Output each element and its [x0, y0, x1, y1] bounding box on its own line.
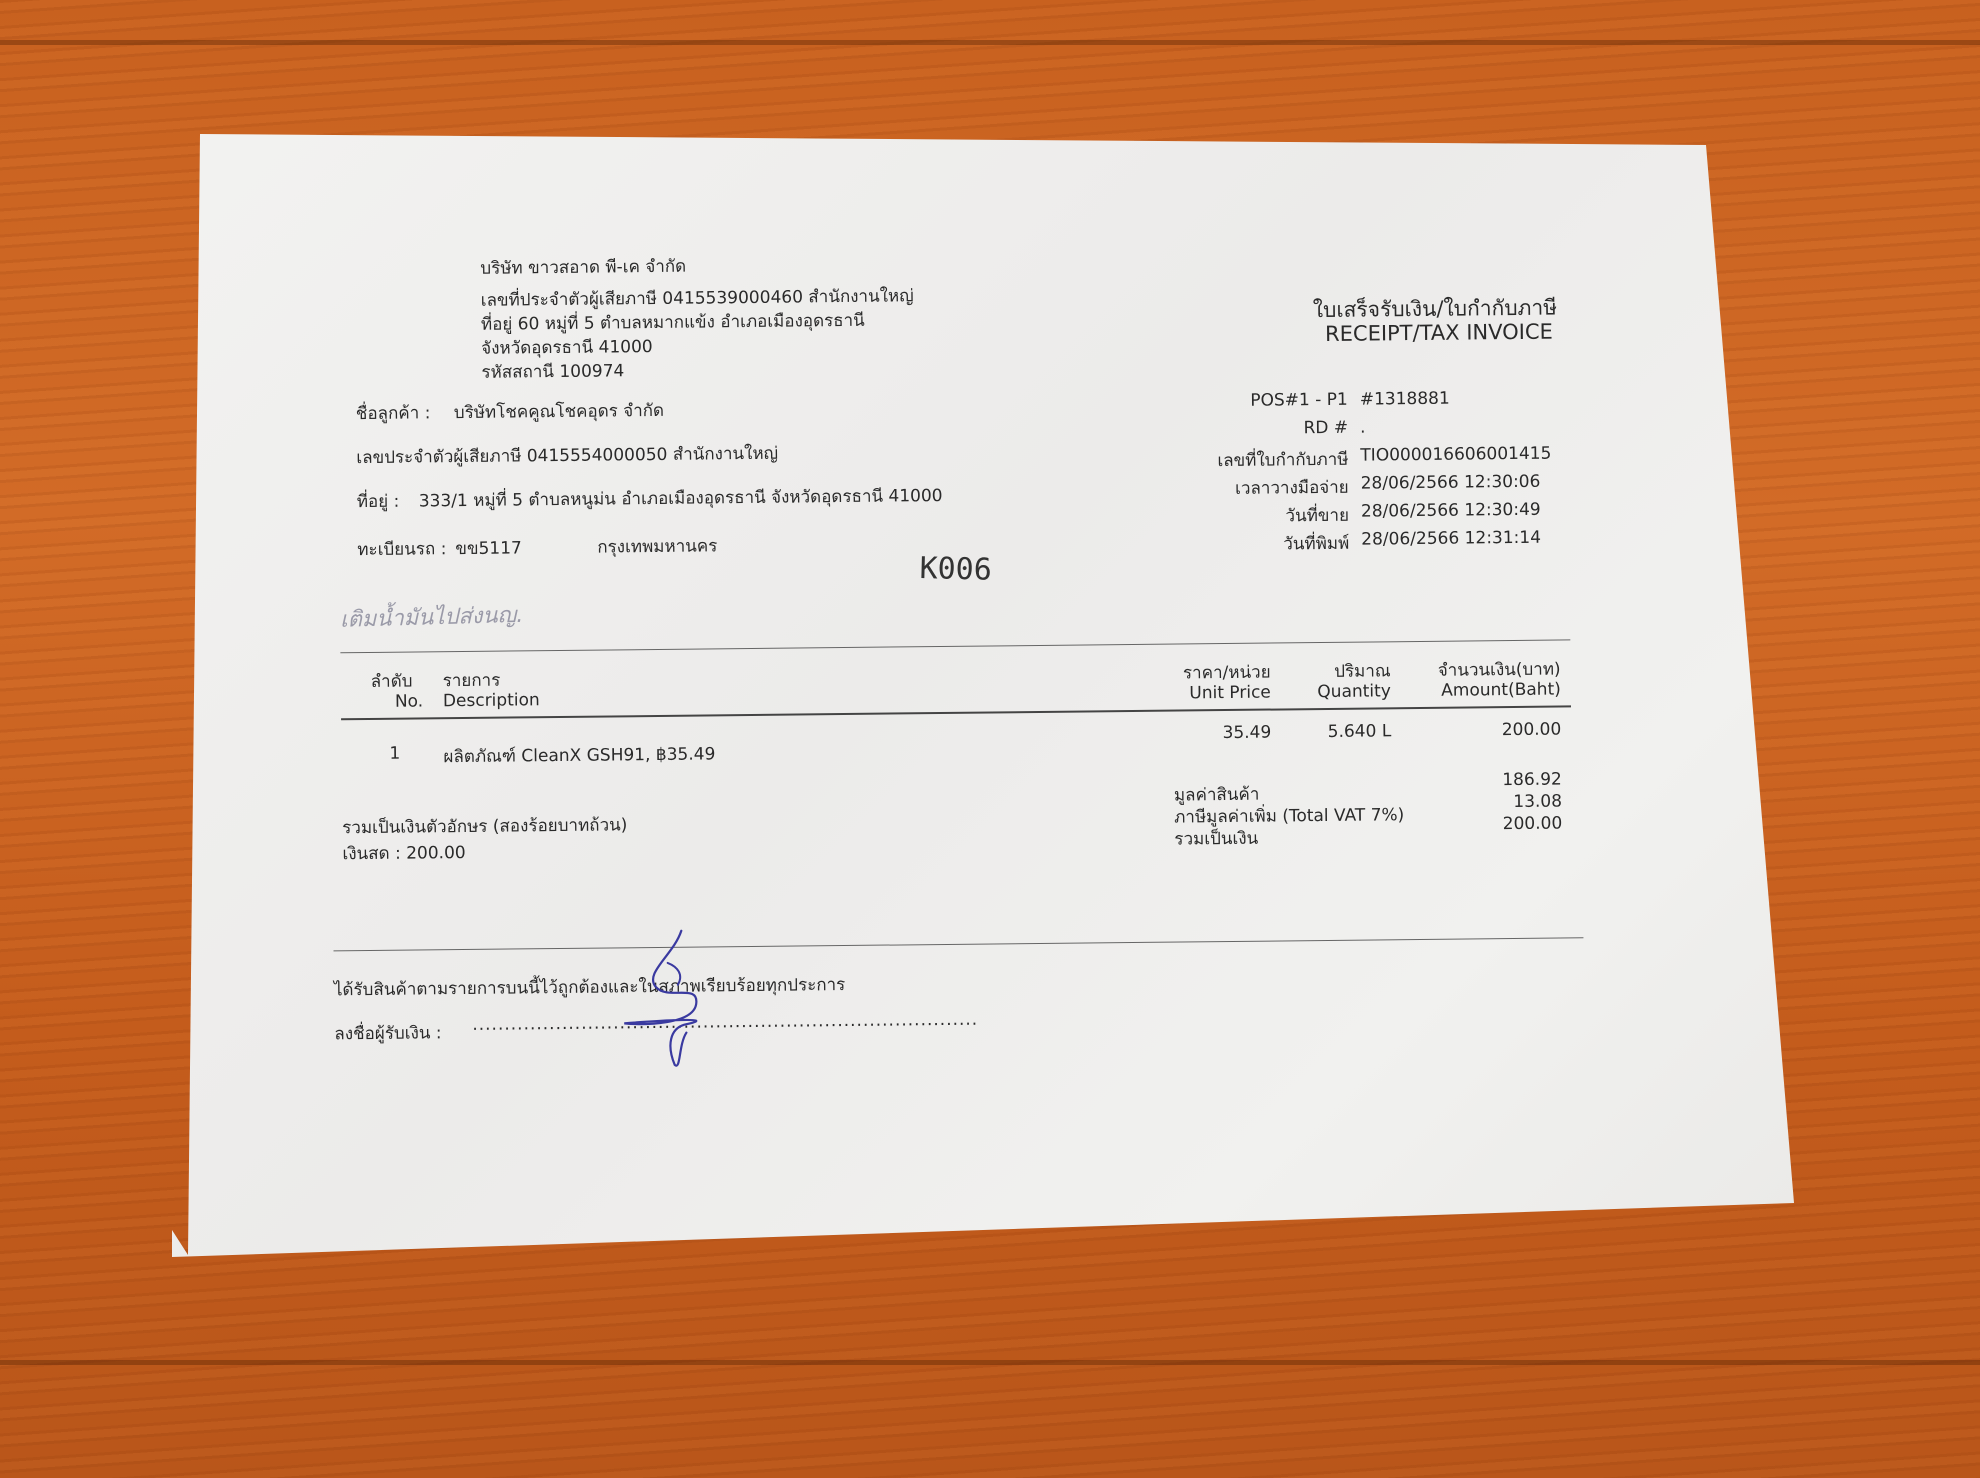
- customer-address-label: ที่อยู่ :: [356, 491, 400, 513]
- header-no-th: ลำดับ: [370, 671, 413, 692]
- nozzle-time-value: 28/06/2566 12:30:06: [1360, 471, 1541, 494]
- sale-date-label: วันที่ขาย: [1285, 505, 1350, 527]
- header-price-en: Unit Price: [1189, 682, 1271, 704]
- subtotal-value: 186.92: [1502, 769, 1562, 791]
- wood-seam: [0, 40, 1980, 45]
- total-value: 200.00: [1502, 813, 1563, 835]
- wood-seam: [0, 1360, 1980, 1365]
- customer-taxid: เลขประจำตัวผู้เสียภาษี 0415554000050 สำนักงานใหญ่: [356, 443, 779, 469]
- rd-label: RD #: [1303, 417, 1349, 439]
- sale-date-value: 28/06/2566 12:30:49: [1360, 499, 1541, 522]
- header-amount-en: Amount(Baht): [1441, 679, 1561, 701]
- customer-address: 333/1 หมู่ที่ 5 ตำบลหนูม่น อำเภอเมืองอุดรธานี จังหวัดอุดรธานี 41000: [418, 485, 943, 512]
- header-no-en: No.: [394, 691, 424, 712]
- row-amount: 200.00: [1501, 719, 1562, 741]
- signature-scribble: [603, 924, 745, 1075]
- pos-value: #1318881: [1359, 388, 1450, 410]
- table-top-rule: [340, 639, 1570, 653]
- station-code: รหัสสถานี 100974: [481, 361, 625, 383]
- customer-name: บริษัทโชคคูณโชคอุดร จำกัด: [453, 400, 665, 424]
- footer-rule: [333, 937, 1583, 951]
- row-description: ผลิตภัณฑ์ CleanX GSH91, ฿35.49: [443, 744, 716, 768]
- subtotal-label: มูลค่าสินค้า: [1173, 784, 1260, 806]
- vat-label: ภาษีมูลค่าเพิ่ม (Total VAT 7%): [1174, 805, 1405, 828]
- signature-line: ...............................................................................: [472, 1009, 979, 1035]
- nozzle-time-label: เวลาวางมือจ่าย: [1234, 477, 1349, 499]
- plate-label: ทะเบียนรถ :: [357, 539, 447, 561]
- receipt-statement: ได้รับสินค้าตามรายการบนนี้ไว้ถูกต้องและในสภาพเรียบร้อยทุกประการ: [333, 975, 846, 1001]
- plate-number: ขข5117: [455, 538, 522, 560]
- company-address-1: ที่อยู่ 60 หมู่ที่ 5 ตำบลหมากแข้ง อำเภอเมืองอุดรธานี: [480, 310, 865, 335]
- doc-title-thai: ใบเสร็จรับเงิน/ใบกำกับภาษี: [1312, 295, 1558, 323]
- cash-amount: เงินสด : 200.00: [342, 842, 466, 865]
- print-date-label: วันที่พิมพ์: [1283, 533, 1350, 555]
- customer-name-label: ชื่อลูกค้า :: [355, 403, 431, 425]
- taxinvoice-value: TIO000016606001415: [1360, 443, 1552, 466]
- header-desc-en: Description: [442, 690, 540, 712]
- print-date-value: 28/06/2566 12:31:14: [1361, 527, 1542, 550]
- company-taxid: เลขที่ประจำตัวผู้เสียภาษี 0415539000460 สำนักงานใหญ่: [480, 286, 914, 311]
- header-qty-en: Quantity: [1317, 681, 1391, 703]
- amount-in-words: รวมเป็นเงินตัวอักษร (สองร้อยบาทถ้วน): [342, 815, 628, 839]
- signature-label: ลงชื่อผู้รับเงิน :: [334, 1023, 442, 1045]
- pos-label: POS#1 - P1: [1250, 389, 1348, 411]
- row-quantity: 5.640 L: [1327, 721, 1392, 742]
- header-price-th: ราคา/หน่วย: [1182, 662, 1271, 684]
- row-unit-price: 35.49: [1222, 722, 1272, 744]
- company-name: บริษัท ขาวสอาด พี-เค จำกัด: [480, 256, 687, 279]
- receipt-document: [175, 123, 1827, 1250]
- doc-title-english: RECEIPT/TAX INVOICE: [1324, 319, 1553, 346]
- row-no: 1: [389, 743, 401, 764]
- header-desc-th: รายการ: [442, 670, 501, 692]
- total-label: รวมเป็นเงิน: [1174, 828, 1259, 850]
- handwritten-code: K006: [919, 550, 993, 588]
- header-qty-th: ปริมาณ: [1334, 661, 1391, 682]
- handwritten-note: เติมน้ำมันไปส่งนญ.: [339, 602, 524, 633]
- plate-province: กรุงเทพมหานคร: [597, 536, 718, 558]
- header-amount-th: จำนวนเงิน(บาท): [1437, 659, 1561, 681]
- company-address-2: จังหวัดอุดรธานี 41000: [481, 337, 653, 359]
- taxinvoice-label: เลขที่ใบกำกับภาษี: [1217, 449, 1349, 472]
- rd-value: .: [1359, 417, 1366, 438]
- vat-value: 13.08: [1513, 791, 1563, 813]
